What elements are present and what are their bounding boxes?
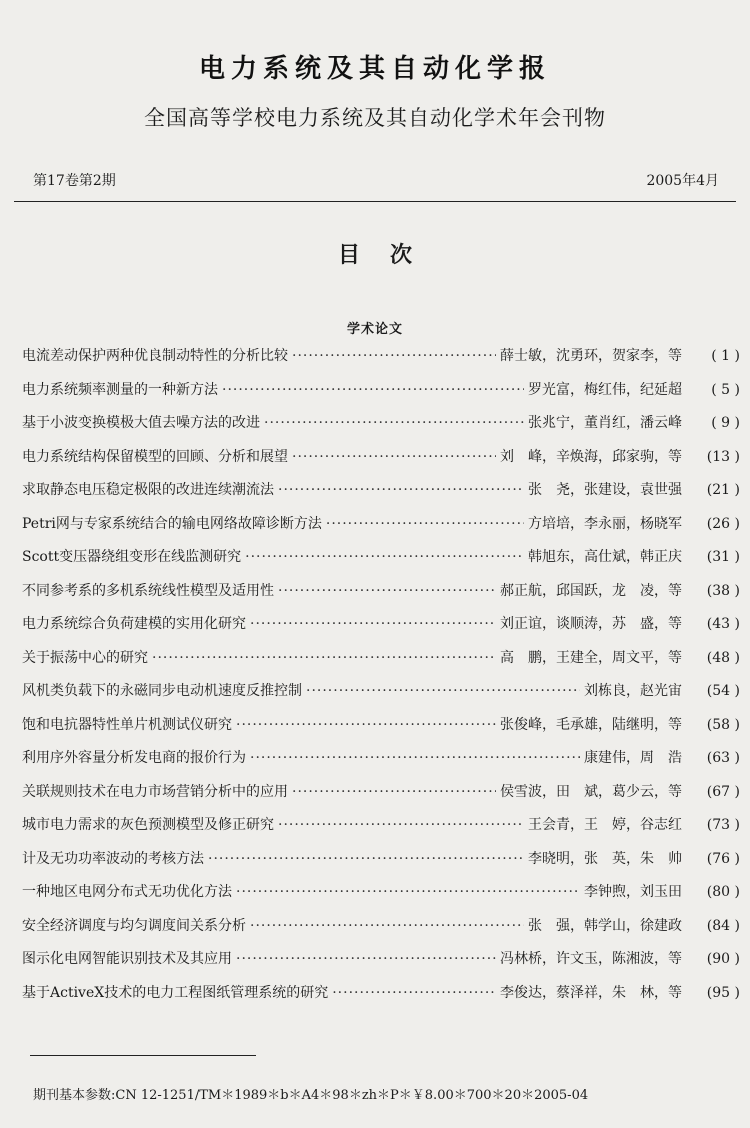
toc-entry-title: 饱和电抗器特性单片机测试仪研究	[22, 716, 232, 733]
toc-entry-page: (76 )	[706, 850, 740, 867]
toc-entry[interactable]	[22, 714, 740, 748]
toc-dot-leader	[236, 717, 496, 733]
toc-entry-authors: 王会青，王 婷，谷志红	[528, 817, 682, 833]
toc-entry[interactable]	[22, 647, 740, 681]
toc-entry-authors: 张 强，韩学山，徐建政	[528, 917, 682, 934]
toc-dot-leader	[278, 583, 496, 599]
toc-entry-title: 求取静态电压稳定极限的改进连续潮流法	[22, 482, 274, 498]
toc-dot-leader	[278, 817, 524, 833]
toc-entry-title: 计及无功功率波动的考核方法	[22, 850, 204, 867]
toc-entry-authors: 张 尧，张建设，袁世强	[528, 482, 682, 498]
toc-entry-page: (67 )	[706, 783, 740, 800]
publication-date: 2005年4月	[646, 173, 719, 189]
toc-entry-authors: 冯林桥，许文玉，陈湘波，等	[500, 951, 682, 967]
toc-entry[interactable]	[22, 948, 740, 982]
toc-entry-page: ( 1 )	[711, 348, 740, 364]
toc-entry-title: 安全经济调度与均匀调度间关系分析	[22, 917, 246, 934]
toc-dot-leader	[208, 851, 524, 867]
toc-entry-authors: 李晓明，张 英，朱 帅	[528, 850, 682, 867]
toc-entry-authors: 刘正谊，谈顺涛，苏 盛，等	[500, 616, 682, 632]
toc-entry[interactable]	[22, 446, 740, 480]
toc-entry-authors: 罗光富，梅红伟，纪延超	[528, 381, 682, 398]
toc-entry[interactable]	[22, 915, 740, 949]
toc-entry-authors: 刘栋良，赵光宙	[584, 683, 682, 699]
toc-entry-title: 风机类负载下的永磁同步电动机速度反推控制	[22, 683, 302, 699]
toc-entry[interactable]	[22, 781, 740, 815]
toc-entry-authors: 刘 峰，辛焕海，邱家驹，等	[500, 448, 682, 465]
journal-title: 电力系统及其自动化学报	[198, 54, 551, 84]
toc-list	[22, 345, 740, 1015]
toc-entry-authors: 郝正航，邱国跃，龙 凌，等	[500, 582, 682, 599]
toc-entry-authors: 薛士敏，沈勇环，贺家李，等	[500, 348, 682, 364]
toc-entry[interactable]	[22, 345, 740, 379]
issue-row	[33, 170, 719, 190]
toc-entry-title: Scott变压器绕组变形在线监测研究	[22, 549, 242, 565]
toc-entry-page: (13 )	[706, 448, 740, 465]
toc-entry-title: 基于小波变换模极大值去噪方法的改进	[22, 415, 260, 431]
toc-dot-leader	[292, 348, 496, 364]
toc-entry[interactable]	[22, 479, 740, 513]
toc-entry[interactable]	[22, 680, 740, 714]
toc-dot-leader	[236, 884, 580, 900]
toc-entry-page: ( 9 )	[711, 415, 740, 431]
toc-entry-page: (31 )	[706, 549, 740, 565]
toc-entry-page: (54 )	[706, 683, 740, 699]
toc-entry-title: 电力系统频率测量的一种新方法	[22, 381, 218, 398]
volume-issue: 第17卷第2期	[33, 173, 116, 189]
toc-entry-title: 基于ActiveX技术的电力工程图纸管理系统的研究	[22, 984, 329, 1001]
toc-entry-authors: 张俊峰，毛承雄，陆继明，等	[500, 716, 682, 733]
toc-entry-title: 电力系统综合负荷建模的实用化研究	[22, 616, 246, 632]
toc-entry-page: (58 )	[706, 716, 740, 733]
toc-entry[interactable]	[22, 580, 740, 614]
toc-dot-leader	[326, 516, 524, 532]
toc-entry-title: 利用序外容量分析发电商的报价行为	[22, 750, 246, 766]
toc-entry-page: (26 )	[706, 515, 740, 532]
top-divider	[14, 201, 736, 202]
toc-entry-title: 电力系统结构保留模型的回顾、分析和展望	[22, 448, 288, 465]
toc-entry-title: 一种地区电网分布式无功优化方法	[22, 884, 232, 900]
toc-entry-page: (80 )	[706, 884, 740, 900]
toc-dot-leader	[245, 549, 524, 565]
toc-entry-page: (73 )	[706, 817, 740, 833]
toc-entry-title: 不同参考系的多机系统线性模型及适用性	[22, 582, 274, 599]
toc-entry-title: 关于振荡中心的研究	[22, 649, 148, 666]
footer-params: 期刊基本参数:CN 12-1251/TM＊1989＊b＊A4＊98＊zh＊P＊￥8.00＊700＊20＊2005-04	[33, 1088, 589, 1103]
toc-entry[interactable]	[22, 747, 740, 781]
toc-entry-page: (63 )	[706, 750, 740, 766]
toc-entry[interactable]	[22, 546, 740, 580]
toc-dot-leader	[250, 750, 580, 766]
toc-dot-leader	[250, 616, 496, 632]
footer-divider	[30, 1055, 256, 1056]
toc-entry-authors: 高 鹏，王建全，周文平，等	[500, 649, 682, 666]
toc-heading: 目次	[337, 243, 442, 268]
toc-dot-leader	[332, 985, 496, 1001]
toc-dot-leader	[152, 650, 496, 666]
toc-dot-leader	[264, 415, 524, 431]
toc-entry-page: ( 5 )	[711, 381, 740, 398]
toc-entry-title: Petri网与专家系统结合的输电网络故障诊断方法	[22, 515, 322, 532]
toc-dot-leader	[292, 449, 496, 465]
toc-entry-page: (38 )	[706, 582, 740, 599]
toc-dot-leader	[278, 482, 524, 498]
toc-entry-page: (43 )	[706, 616, 740, 632]
toc-entry[interactable]	[22, 379, 740, 413]
toc-entry-title: 电流差动保护两种优良制动特性的分析比较	[22, 348, 288, 364]
toc-dot-leader	[292, 784, 496, 800]
toc-entry-authors: 张兆宁，董肖红，潘云峰	[528, 415, 682, 431]
toc-entry-authors: 韩旭东，高仕斌，韩正庆	[528, 549, 682, 565]
section-heading: 学术论文	[346, 322, 403, 337]
toc-dot-leader	[236, 951, 496, 967]
toc-entry-title: 图示化电网智能识别技术及其应用	[22, 951, 232, 967]
toc-entry[interactable]	[22, 613, 740, 647]
toc-entry[interactable]	[22, 412, 740, 446]
toc-dot-leader	[250, 918, 524, 934]
toc-entry-authors: 方培培，李永丽，杨晓军	[528, 515, 682, 532]
toc-entry[interactable]	[22, 848, 740, 882]
toc-entry-page: (90 )	[706, 951, 740, 967]
toc-entry[interactable]	[22, 881, 740, 915]
journal-subtitle: 全国高等学校电力系统及其自动化学术年会刊物	[144, 106, 606, 130]
toc-entry-title: 关联规则技术在电力市场营销分析中的应用	[22, 783, 288, 800]
toc-entry-authors: 李俊达，蔡泽祥，朱 林，等	[500, 984, 682, 1001]
toc-entry-page: (48 )	[706, 649, 740, 666]
toc-dot-leader	[306, 683, 580, 699]
toc-entry[interactable]	[22, 982, 740, 1016]
toc-entry-authors: 侯雪波，田 斌，葛少云，等	[500, 783, 682, 800]
toc-entry[interactable]	[22, 814, 740, 848]
toc-entry-title: 城市电力需求的灰色预测模型及修正研究	[22, 817, 274, 833]
toc-entry-page: (95 )	[706, 984, 740, 1001]
toc-entry[interactable]	[22, 513, 740, 547]
toc-entry-authors: 李钟煦，刘玉田	[584, 884, 682, 900]
toc-dot-leader	[222, 382, 524, 398]
toc-entry-authors: 康建伟，周 浩	[584, 750, 682, 766]
toc-entry-page: (21 )	[706, 482, 740, 498]
toc-entry-page: (84 )	[706, 917, 740, 934]
